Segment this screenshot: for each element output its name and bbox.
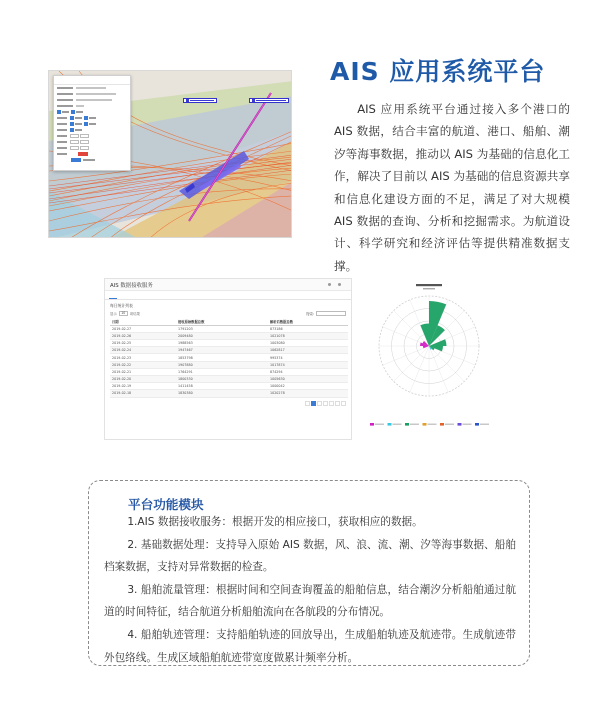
table-row[interactable]: [110, 354, 348, 361]
feature-list: [104, 511, 516, 669]
table-cell: 2019-02-23: [110, 354, 176, 361]
table-cell: 2019-02-24: [110, 347, 176, 354]
daily-stats-table: [110, 318, 348, 398]
table-cell: 1005630: [268, 376, 348, 383]
legend-label-mark: [410, 424, 419, 425]
button-row: [54, 157, 130, 163]
table-cell: 1830380: [176, 390, 268, 397]
table-cell: 2019-02-27: [110, 325, 176, 332]
table-cell: 874294: [268, 368, 348, 375]
legend-swatch: [475, 423, 479, 426]
tab-active[interactable]: [109, 293, 117, 300]
query-panel-title: [54, 76, 130, 85]
search-input[interactable]: [316, 311, 346, 316]
table-cell: 2019-02-26: [110, 332, 176, 339]
user-icon[interactable]: [328, 283, 331, 286]
search-label: 搜索:: [306, 312, 314, 316]
ais-map-screenshot: [48, 70, 292, 238]
legend-swatch: [458, 423, 462, 426]
legend-label-mark: [375, 424, 384, 425]
table-cell: 2019-02-21: [110, 368, 176, 375]
query-button[interactable]: [71, 158, 81, 162]
page-button[interactable]: [317, 401, 322, 406]
page-button[interactable]: [323, 401, 328, 406]
legend-swatch: [440, 423, 444, 426]
table-cell: 2019-02-20: [110, 376, 176, 383]
table-cell: 1988563: [176, 340, 268, 347]
feature-item: 4. 船舶轨迹管理：支持船舶轨迹的回放导出，生成船舶轨迹及航迹带。生成航迹带外包络线。生成区域船舶航迹带宽度做累计频率分析。: [104, 628, 516, 664]
page-button[interactable]: [329, 401, 334, 406]
table-row[interactable]: [110, 340, 348, 347]
table-cell: 1764291: [176, 368, 268, 375]
column-header[interactable]: 日期: [110, 318, 176, 325]
legend-swatch: [423, 423, 427, 426]
table-row[interactable]: [110, 383, 348, 390]
table-cell: 2019-02-25: [110, 340, 176, 347]
page-next[interactable]: [341, 401, 346, 406]
table-cell: 995374: [268, 354, 348, 361]
table-row[interactable]: [110, 390, 348, 397]
column-header[interactable]: 解析后数据总数: [268, 318, 348, 325]
map-marker-label[interactable]: [249, 98, 289, 103]
table-cell: 1791203: [176, 325, 268, 332]
table-cell: 2019-02-19: [110, 383, 176, 390]
table-row[interactable]: [110, 347, 348, 354]
table-row[interactable]: [110, 332, 348, 339]
table-cell: 1907880: [176, 361, 268, 368]
page-button[interactable]: [311, 401, 316, 406]
table-cell: 1003080: [268, 340, 348, 347]
tab[interactable]: [125, 294, 133, 300]
chart-title-mark: [416, 284, 442, 286]
legend-swatch: [370, 423, 374, 426]
page-button[interactable]: [335, 401, 340, 406]
legend-swatch: [388, 423, 392, 426]
legend-label-mark: [393, 424, 402, 425]
table-header-row: [110, 318, 348, 325]
intro-paragraph: AIS 应用系统平台通过接入多个港口的 AIS 数据，结合丰富的航道、港口、船舶、潮汐等海事数据，推动以 AIS 为基础的信息化工作，解决了目前以 AIS 为基础的信息资源共享和信息化建设方面的不足，满足了对大规模 AIS 数据的查询、分析和挖掘需求。为航道设计、科学研究和经济评估等提供精准数据支撑。: [334, 102, 570, 273]
legend-label-mark: [480, 424, 489, 425]
feature-item: 3. 船舶流量管理：根据时间和空间查询覆盖的船舶信息，结合潮汐分析船舶通过航道的时间特征，结合航道分析船舶流向在各航段的分布情况。: [104, 583, 516, 619]
radar-sector: [429, 301, 446, 346]
chart-subtitle-mark: [423, 288, 435, 289]
feature-item: 1.AIS 数据接收服务：根据开发的相应接口，获取相应的数据。: [127, 516, 423, 528]
table-cell: 1017874: [268, 361, 348, 368]
table-cell: 1800330: [176, 376, 268, 383]
feature-title: 平台功能模块: [128, 497, 204, 512]
column-header[interactable]: 接收原始数据总数: [176, 318, 268, 325]
legend-swatch: [405, 423, 409, 426]
legend-label-mark: [463, 424, 472, 425]
table-cell: 1062817: [268, 347, 348, 354]
table-cell: 1021078: [268, 332, 348, 339]
query-panel: [53, 75, 131, 171]
legend-label-mark: [445, 424, 454, 425]
pagination: [305, 401, 346, 406]
legend-label-mark: [428, 424, 437, 425]
table-cell: 2009480: [176, 332, 268, 339]
page-size-select[interactable]: 10: [119, 311, 128, 316]
table-footer: [105, 398, 351, 409]
table-caption: 每日统计列表: [110, 303, 133, 308]
show-label: 显示: [110, 312, 117, 316]
radar-chart: [364, 280, 494, 432]
table-row[interactable]: [110, 361, 348, 368]
map-marker-label[interactable]: [183, 98, 217, 103]
app-title: AIS 数据接收服务: [110, 282, 153, 289]
clear-button[interactable]: [78, 152, 88, 156]
radar-spoke: [394, 346, 429, 381]
tab[interactable]: [117, 294, 125, 300]
table-row[interactable]: [110, 368, 348, 375]
table-cell: 1411458: [176, 383, 268, 390]
table-row[interactable]: [110, 325, 348, 332]
show-suffix: 项结果: [129, 312, 140, 316]
table-cell: 2019-02-22: [110, 361, 176, 368]
feature-item: 2. 基础数据处理：支持导入原始 AIS 数据，风、浪、流、潮、汐等海事数据、船舶档案数据，支持对异常数据的检查。: [104, 538, 516, 574]
ais-service-screenshot: [104, 278, 352, 440]
table-cell: 1947467: [176, 347, 268, 354]
radar-chart-svg: [364, 280, 494, 432]
table-toolbar: [105, 310, 351, 318]
table-cell: 2019-02-18: [110, 390, 176, 397]
app-header: [105, 279, 351, 291]
radar-spoke: [429, 346, 464, 381]
table-row[interactable]: [110, 376, 348, 383]
table-cell: 1000042: [268, 383, 348, 390]
table-cell: 1020278: [268, 390, 348, 397]
app-tabs: [105, 291, 351, 300]
app-header-actions: [328, 283, 346, 287]
page-prev[interactable]: [305, 401, 310, 406]
logout-icon[interactable]: [338, 283, 341, 286]
table-cell: 873186: [268, 325, 348, 332]
page-title: AIS 应用系统平台: [330, 57, 546, 86]
table-cell: 1853798: [176, 354, 268, 361]
